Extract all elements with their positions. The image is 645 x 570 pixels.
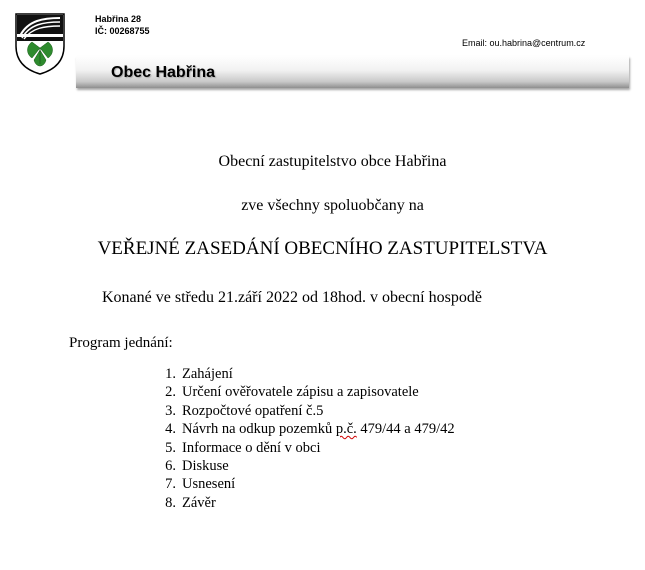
agenda-text: Závěr (182, 494, 216, 511)
agenda-item (148, 475, 455, 493)
agenda-num: 5. (165, 439, 176, 456)
headline: VEŘEJNÉ ZASEDÁNÍ OBECNÍHO ZASTUPITELSTVA (97, 238, 548, 259)
municipal-emblem-icon (14, 12, 66, 76)
agenda-num: 4. (165, 421, 176, 438)
title-banner (76, 56, 629, 88)
program-label: Program jednání: (69, 335, 173, 351)
agenda-num: 6. (165, 457, 176, 474)
banner-title: Obec Habřina (111, 64, 216, 81)
agenda-item (148, 420, 455, 438)
agenda-item (148, 494, 455, 512)
intro-line: Obecní zastupitelstvo obce Habřina (218, 153, 447, 170)
agenda-text: Určení ověřovatele zápisu a zapisovatele (182, 384, 419, 401)
agenda-num: 3. (165, 402, 176, 419)
agenda-text-post: 479/44 a 479/42 (356, 421, 455, 438)
agenda-text: Diskuse (182, 457, 229, 474)
header-address (95, 13, 150, 37)
agenda-item (148, 365, 455, 383)
agenda-item (148, 439, 455, 457)
agenda-text (176, 420, 455, 438)
agenda-text: Usnesení (182, 476, 236, 493)
address-line: Habřina 28 (95, 14, 142, 24)
ico-line: IČ: 00268755 (95, 26, 150, 36)
agenda-item (148, 402, 455, 420)
email-contact: Email: ou.habrina@centrum.cz (462, 38, 586, 48)
agenda-text: Zahájení (182, 366, 233, 382)
agenda-text: Rozpočtové opatření č.5 (182, 402, 324, 419)
invite-line: zve všechny spoluobčany na (241, 197, 424, 214)
agenda-item (148, 383, 455, 401)
agenda-text-pre: Návrh na odkup pozemků (182, 421, 336, 438)
agenda-num: 2. (165, 384, 176, 401)
agenda-num: 8. (165, 494, 176, 511)
agenda-item (148, 457, 455, 475)
agenda-num: 7. (165, 476, 176, 493)
spellcheck-mark: p.č. (335, 421, 357, 438)
agenda-list (148, 365, 455, 512)
meeting-details: Konané ve středu 21.září 2022 od 18hod. v obecní hospodě (102, 289, 482, 306)
agenda-num: 1. (165, 366, 176, 382)
agenda-text: Informace o dění v obci (182, 439, 321, 456)
